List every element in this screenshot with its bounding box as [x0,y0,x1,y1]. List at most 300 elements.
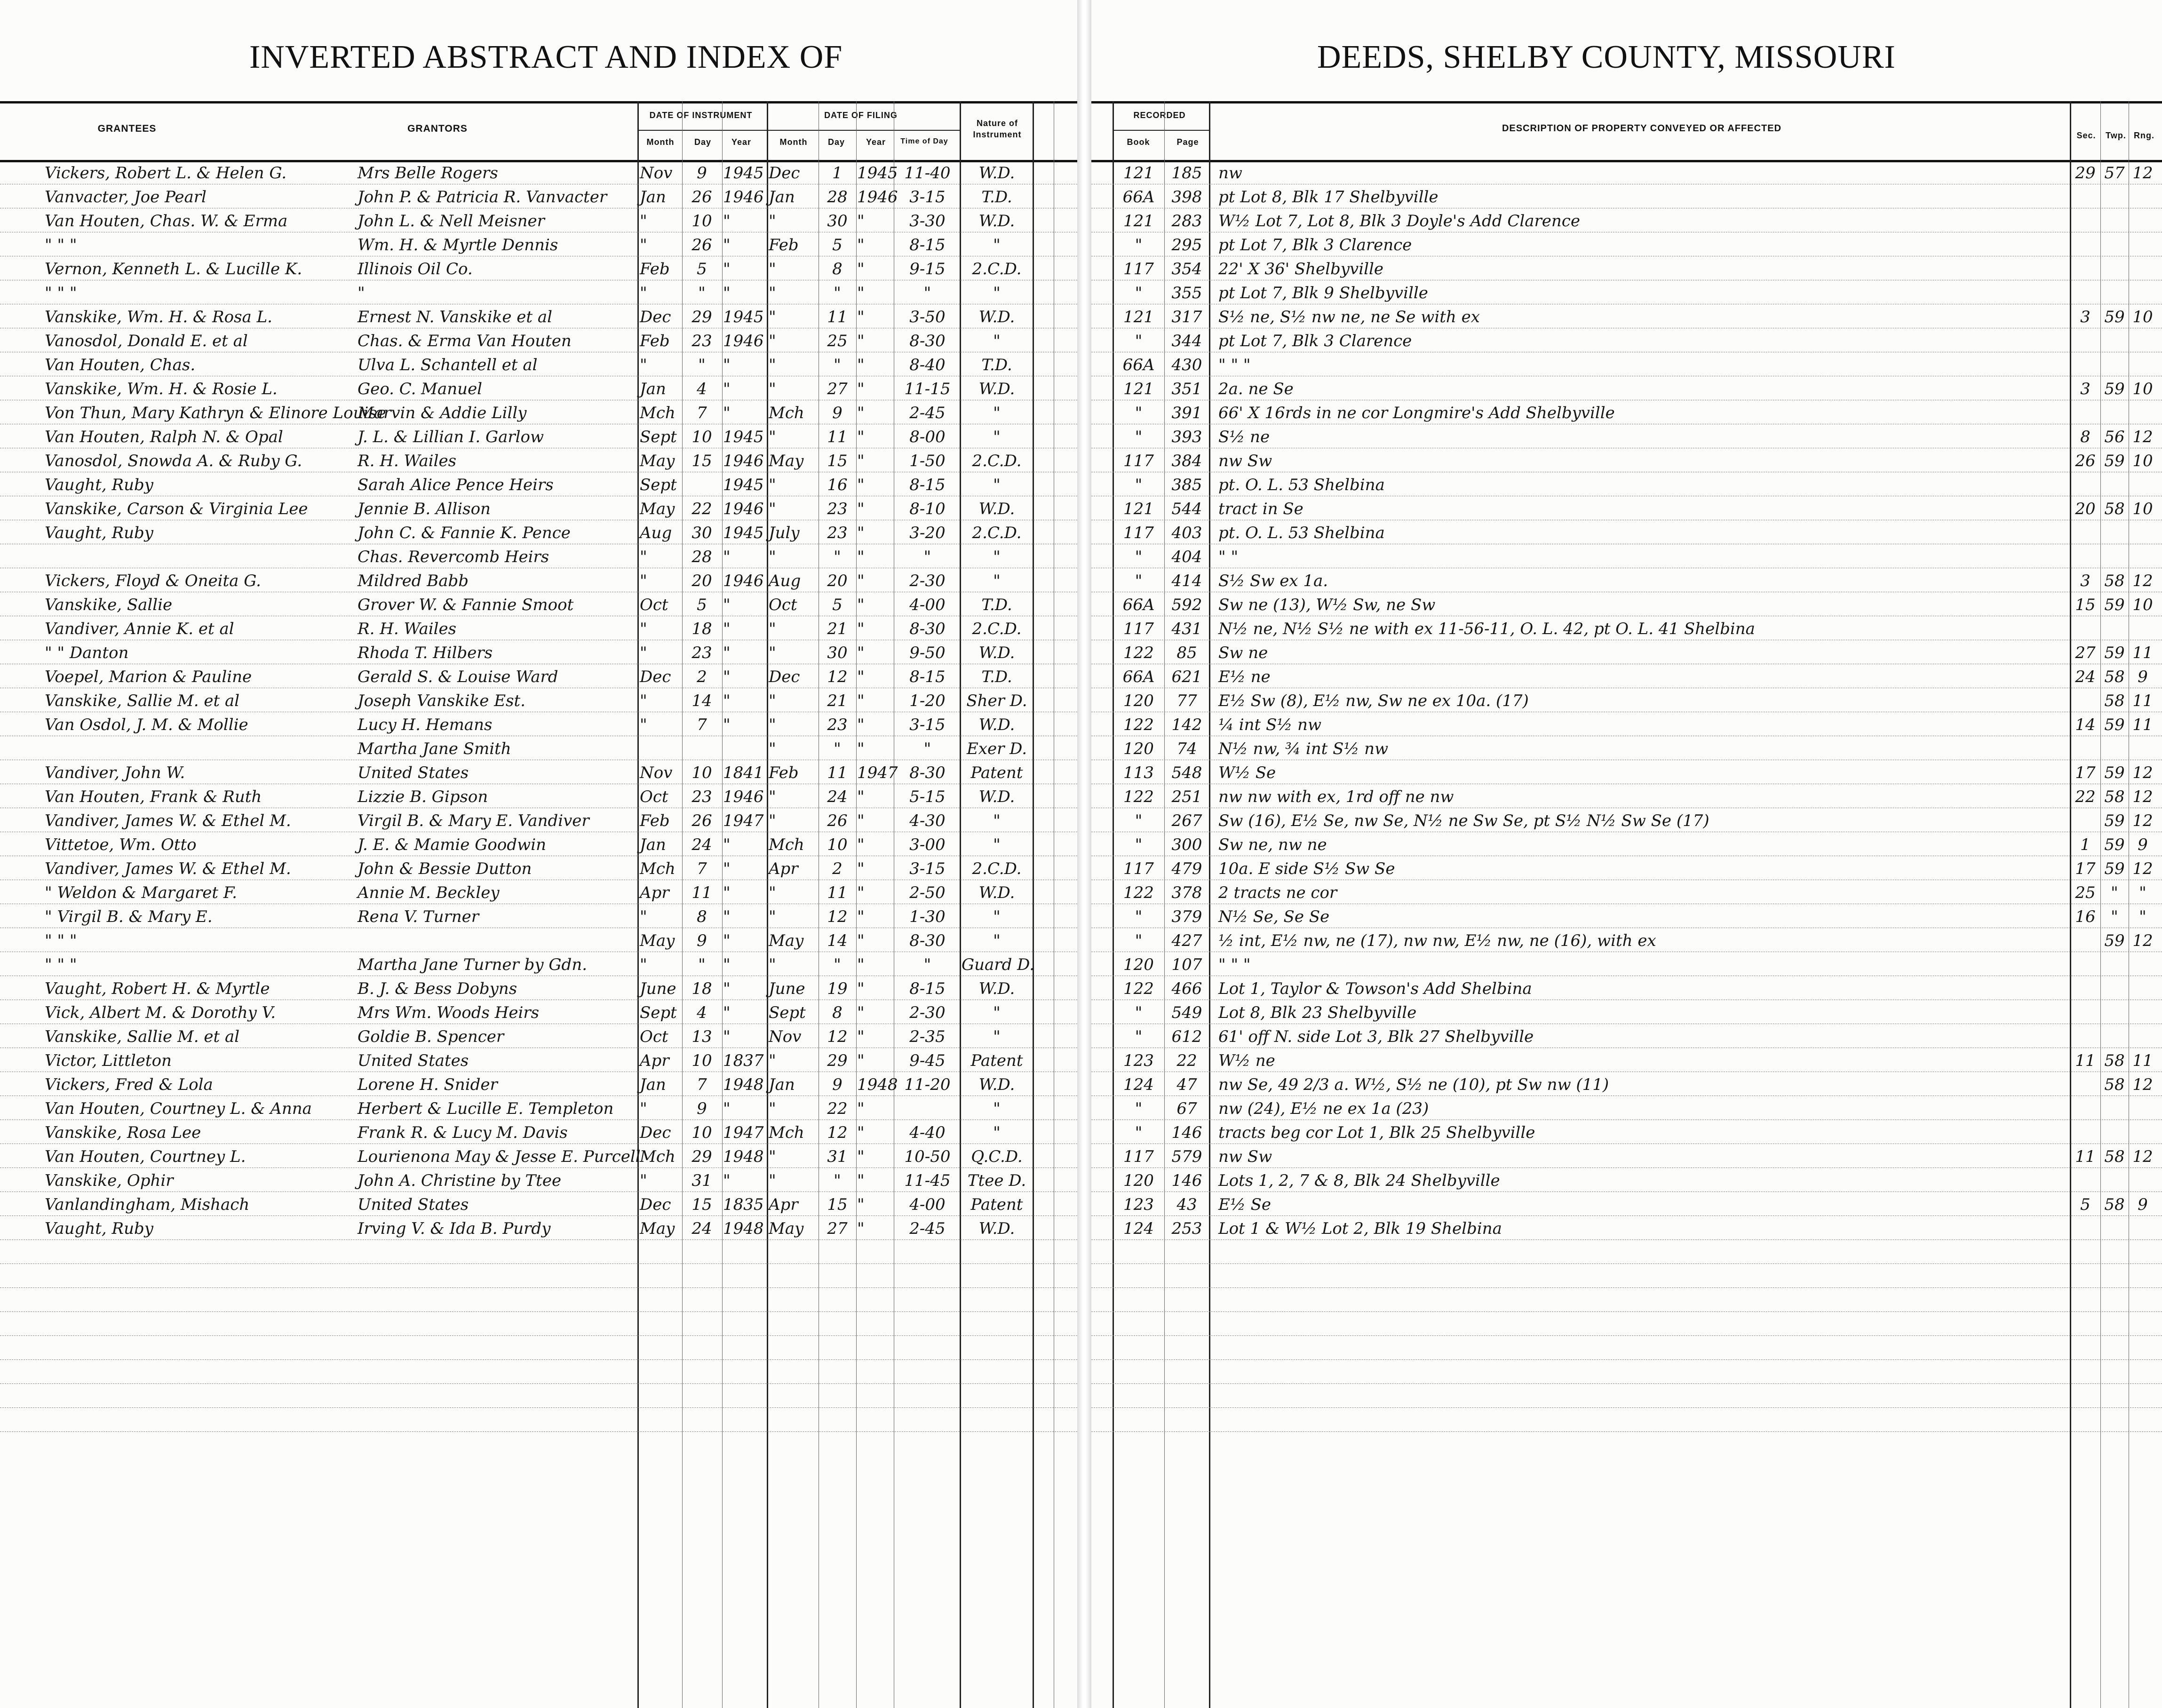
grantor-cell: Goldie B. Spencer [358,1027,504,1046]
filing-month-cell: " [769,332,776,350]
grantor-cell: Gerald S. & Louise Ward [358,667,558,686]
right-entry-row [1091,424,2162,448]
instrument-month-cell: May [640,452,675,470]
description-cell: W½ Lot 7, Lot 8, Blk 3 Doyle's Add Clarence [1218,212,1580,230]
left-entry-row [0,1000,1077,1024]
description-cell: " " " [1218,356,1251,374]
grantor-cell: United States [358,763,469,782]
instrument-month-cell: " [640,284,647,302]
nature-cell: Patent [970,763,1023,782]
nature-cell: " [993,1027,1001,1046]
grantee-cell: Van Houten, Ralph N. & Opal [45,428,283,446]
instrument-month-cell: Jan [640,188,666,207]
instrument-year-cell: 1946 [723,332,764,350]
page-cell: 146 [1171,1171,1202,1190]
township-cell: 58 [2104,1195,2125,1214]
filing-year-cell: " [857,524,865,542]
right-entry-row [1091,160,2162,184]
filing-day-cell: " [834,284,841,302]
nature-cell: 2.C.D. [972,620,1022,638]
instrument-day-cell: 26 [692,811,712,830]
filing-month-cell: " [769,428,776,446]
filing-year-cell: " [857,476,865,494]
filing-month-cell: " [769,715,776,734]
left-entry-row [0,1144,1077,1168]
filing-month-cell: Apr [769,859,798,878]
book-cell: 117 [1123,260,1154,278]
instrument-year-cell: 1946 [723,188,764,207]
grantee-cell: Von Thun, Mary Kathryn & Elinore Louise [45,404,386,422]
filing-month-cell: " [769,380,776,398]
filing-time-cell: 8-15 [909,236,946,254]
filing-day-cell: 21 [827,620,848,638]
nature-cell: " [993,404,1001,422]
filing-month-cell: " [769,907,776,926]
instrument-year-cell: 1946 [723,572,764,590]
nature-cell: Guard D. [962,955,1035,974]
description-cell: N½ Se, Se Se [1218,907,1330,926]
range-cell: " [2139,907,2146,926]
range-cell: 12 [2132,572,2153,590]
grantee-cell: Van Houten, Courtney L. & Anna [45,1099,312,1118]
nature-cell: " [993,1003,1001,1022]
description-cell: pt. O. L. 53 Shelbina [1218,476,1385,494]
instrument-month-cell: " [640,236,647,254]
filing-day-cell: 29 [827,1051,848,1070]
left-entry-row [0,496,1077,520]
filing-time-cell: 4-40 [909,1123,946,1142]
instrument-month-cell: Mch [640,859,676,878]
book-cell: " [1135,476,1143,494]
filing-year-cell: " [857,308,865,326]
instrument-day-cell: 23 [692,643,712,662]
page-header: Page [1176,137,1199,147]
book-cell: " [1135,332,1143,350]
left-entry-row [0,1239,1077,1264]
grantee-cell: Vandiver, James W. & Ethel M. [45,859,291,878]
description-cell: pt. O. L. 53 Shelbina [1218,524,1385,542]
grantor-cell: B. J. & Bess Dobyns [358,979,517,998]
left-page-title: INVERTED ABSTRACT AND INDEX OF [249,39,843,75]
filing-time-cell: " [923,739,931,758]
instrument-day-cell: 23 [692,332,712,350]
instrument-year-cell: 1945 [723,524,764,542]
instrument-month-cell: Oct [640,596,668,614]
left-entry-row [0,400,1077,424]
filing-month-cell: " [769,284,776,302]
book-cell: " [1135,1027,1143,1046]
grantor-cell: Lourienona May & Jesse E. Purcell [358,1147,641,1166]
nature-cell: W.D. [978,308,1015,326]
grantor-cell: Chas. Revercomb Heirs [358,548,549,566]
instrument-month-cell: May [640,931,675,950]
left-entry-row [0,544,1077,568]
description-cell: ¼ int S½ nw [1218,715,1322,734]
page-cell: 391 [1171,404,1202,422]
description-cell: tract in Se [1218,500,1304,518]
book-cell: 120 [1123,691,1154,710]
filing-day-cell: 23 [827,524,848,542]
description-cell: tracts beg cor Lot 1, Blk 25 Shelbyville [1218,1123,1535,1142]
filing-time-cell: 2-35 [909,1027,946,1046]
nature-cell: " [993,284,1001,302]
left-entry-row [0,352,1077,376]
right-entry-row [1091,1263,2162,1288]
instrument-day-cell: 9 [697,931,707,950]
filing-year-cell: " [857,1171,865,1190]
instrument-year-cell: 1945 [723,428,764,446]
grantor-cell: Geo. C. Manuel [358,380,483,398]
section-cell: 22 [2075,787,2096,806]
filing-time-cell: 11-20 [904,1075,951,1094]
filing-day-cell: 19 [827,979,848,998]
description-cell: nw Sw [1218,1147,1272,1166]
filing-month-cell: " [769,476,776,494]
right-entry-row [1091,328,2162,352]
right-entry-row [1091,184,2162,208]
page-cell: 283 [1171,212,1202,230]
instrument-year-cell: 1948 [723,1147,764,1166]
township-cell: 58 [2104,1051,2125,1070]
filing-year-cell: " [857,979,865,998]
instrument-year-cell: " [723,955,731,974]
filing-year-cell: " [857,1099,865,1118]
filing-year-cell: " [857,500,865,518]
left-entry-row [0,640,1077,664]
instrument-year-cell: " [723,1099,731,1118]
filing-day-cell: 10 [827,835,848,854]
grantee-cell: Victor, Littleton [45,1051,172,1070]
instrument-year-cell: 1946 [723,500,764,518]
instrument-month-cell: Dec [640,308,671,326]
recorded-header: RECORDED [1133,111,1186,120]
filing-day-header: Day [827,137,845,147]
instrument-day-cell: 15 [692,1195,712,1214]
right-entry-row [1091,1048,2162,1072]
grantee-cell: Vandiver, John W. [45,763,185,782]
recorded-subheader-rule [1113,130,1209,131]
description-cell: ½ int, E½ nw, ne (17), nw nw, E½ nw, ne (16), with ex [1218,931,1656,950]
grantee-cell: Vanskike, Rosa Lee [45,1123,201,1142]
instrument-year-cell: " [723,859,731,878]
right-entry-row [1091,352,2162,376]
book-cell: 120 [1123,739,1154,758]
filing-day-cell: 24 [827,787,848,806]
section-cell: 3 [2080,572,2090,590]
section-cell: 1 [2080,835,2090,854]
instrument-year-cell: " [723,1171,731,1190]
description-cell: 61' off N. side Lot 3, Blk 27 Shelbyville [1218,1027,1534,1046]
filing-month-cell: June [769,979,805,998]
filing-year-cell: 1945 [857,164,898,183]
description-cell: 2a. ne Se [1218,380,1294,398]
filing-day-cell: " [834,1171,841,1190]
description-cell: E½ Sw (8), E½ nw, Sw ne ex 10a. (17) [1218,691,1529,710]
left-entry-row [0,1215,1077,1240]
instrument-month-cell: " [640,715,647,734]
right-page-title: DEEDS, SHELBY COUNTY, MISSOURI [1317,39,1896,75]
grantee-cell: Vittetoe, Wm. Otto [45,835,197,854]
book-cell: 120 [1123,955,1154,974]
instrument-month-cell: Nov [640,763,673,782]
description-cell: nw Sw [1218,452,1272,470]
nature-cell: " [993,236,1001,254]
filing-year-cell: " [857,1147,865,1166]
range-cell: 12 [2132,428,2153,446]
filing-year-cell: " [857,260,865,278]
instrument-month-cell: " [640,356,647,374]
filing-day-cell: 12 [827,1123,848,1142]
filing-month-cell: Feb [769,236,799,254]
instrument-day-cell: 14 [692,691,712,710]
filing-time-cell: " [923,284,931,302]
instrument-year-cell: " [723,907,731,926]
instrument-day-cell: 10 [692,212,712,230]
grantor-cell: Mrs Belle Rogers [358,164,498,183]
book-cell: " [1135,236,1143,254]
book-cell: " [1135,284,1143,302]
left-entry-row [0,376,1077,400]
grantor-cell: Rena V. Turner [358,907,479,926]
grantor-cell: John C. & Fannie K. Pence [358,524,571,542]
right-entry-row [1091,1359,2162,1384]
filing-time-cell: 8-30 [909,332,946,350]
right-entry-row [1091,496,2162,520]
right-entry-row [1091,1000,2162,1024]
instrument-year-cell: " [723,1003,731,1022]
range-cell: 12 [2132,859,2153,878]
description-cell: Lot 8, Blk 23 Shelbyville [1218,1003,1417,1022]
grantee-cell: Vanosdol, Snowda A. & Ruby G. [45,452,302,470]
instrument-year-cell: " [723,1027,731,1046]
page-cell: 67 [1176,1099,1197,1118]
grantee-cell: Vanskike, Sallie [45,596,173,614]
grantor-cell: Sarah Alice Pence Heirs [358,476,554,494]
filing-day-cell: 23 [827,715,848,734]
page-cell: 379 [1171,907,1202,926]
filing-year-cell: " [857,931,865,950]
instrument-year-cell: " [723,667,731,686]
instrument-month-cell: Jan [640,835,666,854]
instrument-month-cell: Feb [640,332,670,350]
filing-time-cell: 11-40 [904,164,951,183]
left-entry-row [0,784,1077,808]
range-cell: 9 [2138,1195,2148,1214]
grantor-cell: Joseph Vanskike Est. [358,691,525,710]
instrument-day-cell: 7 [697,404,707,422]
instrument-year-cell: 1947 [723,811,764,830]
page-cell: 548 [1171,763,1202,782]
instrument-year-cell: " [723,835,731,854]
filing-year-cell: " [857,236,865,254]
nature-cell: " [993,548,1001,566]
date-of-filing-header: DATE OF FILING [824,111,898,120]
nature-cell: Ttee D. [967,1171,1026,1190]
grantor-cell: Lucy H. Hemans [358,715,493,734]
township-cell: 58 [2104,1075,2125,1094]
section-cell: 3 [2080,308,2090,326]
filing-day-cell: 15 [827,1195,848,1214]
filing-day-cell: 27 [827,1219,848,1238]
township-cell: 59 [2104,835,2125,854]
grantee-cell: " " " [45,236,77,254]
book-cell: " [1135,907,1143,926]
left-entry-row [0,1287,1077,1312]
filing-month-cell: Dec [769,667,800,686]
left-entry-row [0,304,1077,328]
description-cell: 2 tracts ne cor [1218,883,1337,902]
filing-time-cell: 8-40 [909,356,946,374]
instrument-day-cell: 13 [692,1027,712,1046]
book-cell: " [1135,835,1143,854]
page-cell: 251 [1171,787,1202,806]
right-entry-row [1091,664,2162,688]
filing-time-cell: 8-15 [909,979,946,998]
left-entry-row [0,1335,1077,1360]
grantor-cell: " [358,284,365,302]
left-entry-row [0,280,1077,304]
filing-day-cell: " [834,548,841,566]
grantee-cell: Van Houten, Frank & Ruth [45,787,262,806]
book-cell: 117 [1123,1147,1154,1166]
filing-year-cell: " [857,667,865,686]
grantor-cell: Rhoda T. Hilbers [358,643,493,662]
filing-time-cell: 9-45 [909,1051,946,1070]
right-entry-row [1091,520,2162,544]
book-cell: 122 [1123,643,1154,662]
township-cell: 59 [2104,380,2125,398]
book-cell: " [1135,1123,1143,1142]
page-cell: 404 [1171,548,1202,566]
instrument-day-cell: 18 [692,620,712,638]
page-cell: 85 [1176,643,1197,662]
range-cell: 12 [2132,763,2153,782]
description-cell: Sw ne [1218,643,1268,662]
nature-cell: W.D. [978,164,1015,183]
nature-cell: W.D. [978,883,1015,902]
right-entry-row [1091,976,2162,1000]
filing-month-cell: May [769,452,804,470]
grantee-cell: Van Osdol, J. M. & Mollie [45,715,248,734]
grantor-cell: Mrs Wm. Woods Heirs [358,1003,540,1022]
filing-year-cell: " [857,404,865,422]
grantee-cell: " " " [45,931,77,950]
filing-year-cell: " [857,739,865,758]
range-cell: 12 [2132,931,2153,950]
nature-cell: Patent [970,1051,1023,1070]
range-cell: 12 [2132,787,2153,806]
description-cell: pt Lot 7, Blk 9 Shelbyville [1218,284,1428,302]
instrument-day-cell: 8 [697,907,707,926]
book-cell: 121 [1123,164,1154,183]
nature-cell: 2.C.D. [972,524,1022,542]
filing-year-cell: " [857,907,865,926]
nature-cell: W.D. [978,1075,1015,1094]
grantee-cell: " Weldon & Margaret F. [45,883,237,902]
instrument-month-cell: Jan [640,380,666,398]
instrument-year-cell: " [723,620,731,638]
filing-month-cell: " [769,1051,776,1070]
description-cell: 10a. E side S½ Sw Se [1218,859,1395,878]
book-cell: 122 [1123,883,1154,902]
left-entry-row [0,1120,1077,1144]
grantor-cell: J. L. & Lillian I. Garlow [358,428,544,446]
grantor-cell: Lorene H. Snider [358,1075,498,1094]
description-cell: Sw ne, nw ne [1218,835,1327,854]
township-cell: 57 [2104,164,2125,183]
filing-month-cell: " [769,955,776,974]
instrument-year-cell: " [723,284,731,302]
filing-year-cell: " [857,1195,865,1214]
township-cell: " [2111,907,2118,926]
instrument-year-cell: 1948 [723,1075,764,1094]
grantee-cell: Voepel, Marion & Pauline [45,667,252,686]
instrument-month-cell: May [640,500,675,518]
right-entry-row [1091,880,2162,904]
filing-year-cell: " [857,548,865,566]
right-entry-row [1091,712,2162,736]
nature-cell: " [993,907,1001,926]
right-entry-row [1091,472,2162,496]
description-cell: " " [1218,548,1239,566]
filing-month-cell: Mch [769,404,804,422]
page-cell: 592 [1171,596,1202,614]
filing-time-cell: 8-30 [909,763,946,782]
instrument-month-cell: " [640,643,647,662]
left-entry-row [0,712,1077,736]
instrument-month-cell: Jan [640,1075,666,1094]
range-cell: 12 [2132,1147,2153,1166]
page-cell: 354 [1171,260,1202,278]
grantee-cell: Vernon, Kenneth L. & Lucille K. [45,260,302,278]
left-entry-row [0,1263,1077,1288]
nature-cell: 2.C.D. [972,260,1022,278]
description-cell: pt Lot 7, Blk 3 Clarence [1218,236,1412,254]
time-of-day-header: Time of Day [900,137,948,145]
section-cell: 14 [2075,715,2096,734]
filing-month-cell: Jan [769,1075,795,1094]
instrument-day-cell: 26 [692,236,712,254]
filing-time-cell: 5-15 [909,787,946,806]
left-entry-row [0,760,1077,784]
filing-time-cell: 8-00 [909,428,946,446]
filing-month-cell: Mch [769,835,804,854]
instrument-day-cell: 7 [697,1075,707,1094]
page-cell: 355 [1171,284,1202,302]
date-of-instrument-header: DATE OF INSTRUMENT [649,111,753,120]
filing-month-cell: " [769,739,776,758]
filing-day-cell: 20 [827,572,848,590]
filing-time-cell: 4-00 [909,1195,946,1214]
filing-day-cell: 28 [827,188,848,207]
range-cell: 11 [2132,691,2153,710]
filing-month-cell: Feb [769,763,799,782]
nature-cell: Sher D. [966,691,1027,710]
instrument-year-cell: " [723,380,731,398]
grantor-cell: R. H. Wailes [358,452,457,470]
left-entry-row [0,616,1077,640]
township-cell: 58 [2104,500,2125,518]
grantee-cell: Vanvacter, Joe Pearl [45,188,207,207]
grantor-cell: John & Bessie Dutton [358,859,532,878]
instrument-year-cell: 1945 [723,164,764,183]
section-cell: 27 [2075,643,2096,662]
instrument-month-cell: " [640,548,647,566]
filing-month-cell: Dec [769,164,800,183]
instrument-month-cell: Sept [640,428,677,446]
book-cell: " [1135,404,1143,422]
right-entry-row [1091,1407,2162,1432]
